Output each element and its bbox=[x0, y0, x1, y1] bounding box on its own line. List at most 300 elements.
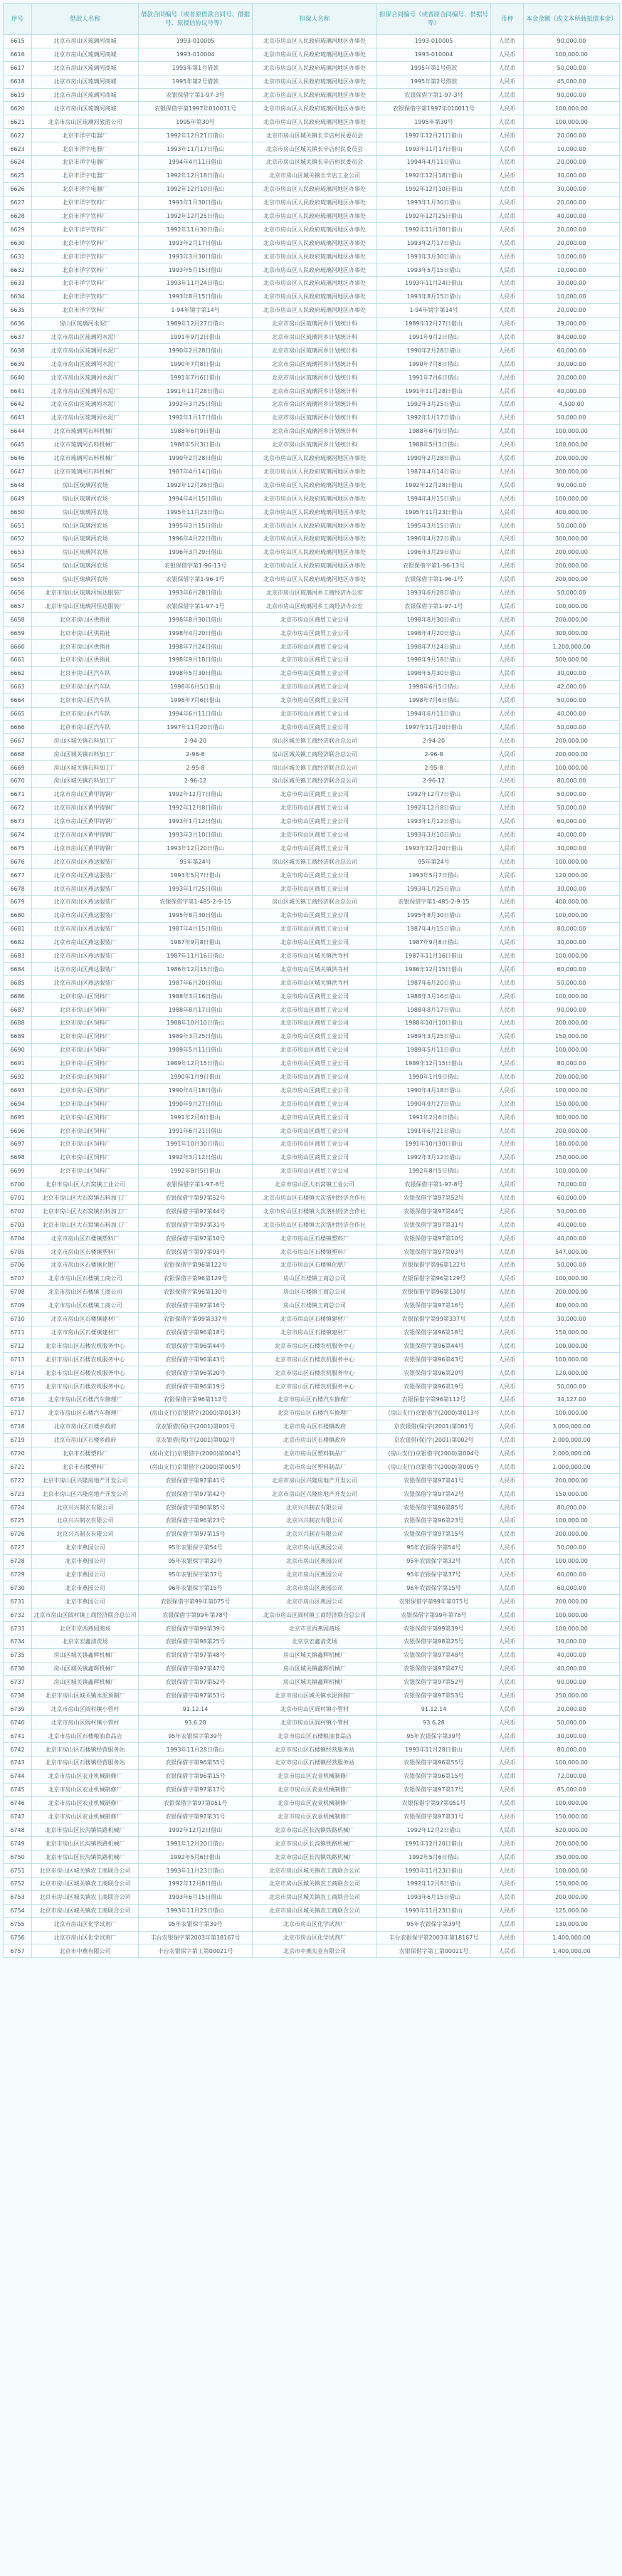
cell-index: 6721 bbox=[4, 1460, 32, 1474]
cell-borrower: 北京市房山区饲料厂 bbox=[32, 1070, 139, 1084]
cell-currency: 人民币 bbox=[491, 223, 524, 236]
cell-loan-contract: 农银保借字第97第15号 bbox=[139, 1527, 253, 1541]
cell-currency: 人民币 bbox=[491, 182, 524, 196]
cell-loan-contract: 1991年11月28日借山 bbox=[139, 384, 253, 398]
cell-loan-contract: 1995年11月23日借山 bbox=[139, 506, 253, 519]
table-row bbox=[4, 869, 620, 882]
cell-guarantor: 北京市房山区商贸工业公司 bbox=[253, 990, 377, 1003]
cell-loan-contract: 1998年7月6日借山 bbox=[139, 693, 253, 707]
cell-currency: 人民币 bbox=[491, 1070, 524, 1084]
cell-loan-contract: 1993-010004 bbox=[139, 48, 253, 61]
cell-loan-contract: 1998年6月5日借山 bbox=[139, 680, 253, 693]
cell-currency: 人民币 bbox=[491, 156, 524, 169]
cell-loan-contract: 1993年11月23日借山 bbox=[139, 1904, 253, 1917]
cell-guarantor: 北京市房山区人民政府琉璃河地区办事处 bbox=[253, 478, 377, 492]
cell-principal: 2,000,000.00 bbox=[524, 1447, 620, 1460]
cell-borrower: 北京市洋字电器厂 bbox=[32, 142, 139, 156]
cell-guarantor: 北京市房山区琉璃河乡计划统计科 bbox=[253, 357, 377, 371]
cell-borrower: 北京兴兴制衣有限公司 bbox=[32, 1501, 139, 1514]
cell-principal: 20,000.00 bbox=[524, 156, 620, 169]
cell-index: 6657 bbox=[4, 600, 32, 613]
table-row bbox=[4, 1622, 620, 1635]
cell-guarantee-contract: 1990年9月27日借山 bbox=[377, 1097, 491, 1111]
cell-loan-contract: 1992年12月7日借山 bbox=[139, 787, 253, 801]
cell-index: 6696 bbox=[4, 1124, 32, 1138]
table-row bbox=[4, 1944, 620, 1958]
cell-currency: 人民币 bbox=[491, 1191, 524, 1205]
cell-loan-contract: 农银保借字第97第31号 bbox=[139, 1810, 253, 1823]
cell-borrower: 房山区城关镇鑫辉机械厂 bbox=[32, 1675, 139, 1689]
cell-guarantor: 北京市房山区商贸工业公司 bbox=[253, 1111, 377, 1124]
cell-currency: 人民币 bbox=[491, 1084, 524, 1097]
table-row bbox=[4, 277, 620, 290]
cell-principal: 70,000.00 bbox=[524, 1178, 620, 1191]
cell-guarantor: 北京市房山区琉璃河乡计划统计科 bbox=[253, 438, 377, 451]
cell-loan-contract: 1988年8月17日借山 bbox=[139, 1003, 253, 1017]
cell-guarantee-contract: 1992年12月8日借山 bbox=[377, 1878, 491, 1891]
cell-currency: 人民币 bbox=[491, 1837, 524, 1850]
table-row bbox=[4, 787, 620, 801]
cell-index: 6617 bbox=[4, 61, 32, 75]
cell-borrower: 房山区琉璃河农场 bbox=[32, 506, 139, 519]
cell-principal: 150,000.00 bbox=[524, 1487, 620, 1501]
cell-borrower: 北京市房山区汽车队 bbox=[32, 693, 139, 707]
table-row bbox=[4, 842, 620, 855]
cell-index: 6635 bbox=[4, 303, 32, 317]
cell-loan-contract: 农银保借字第96第43号 bbox=[139, 1353, 253, 1366]
cell-principal: 20,000.00 bbox=[524, 223, 620, 236]
cell-borrower: 北京市房山区城关镇农工商联合公司 bbox=[32, 1864, 139, 1878]
cell-principal: 350,000.00 bbox=[524, 1850, 620, 1864]
cell-index: 6737 bbox=[4, 1675, 32, 1689]
cell-guarantor: 北京市房山区人民政府琉璃河地区办事处 bbox=[253, 209, 377, 223]
cell-loan-contract: 农银保借字第96第19号 bbox=[139, 1380, 253, 1393]
cell-index: 6709 bbox=[4, 1299, 32, 1312]
cell-loan-contract: 农银保借字第98第25号 bbox=[139, 1635, 253, 1648]
cell-currency: 人民币 bbox=[491, 303, 524, 317]
cell-borrower: 房山区琉璃河农场 bbox=[32, 545, 139, 559]
cell-guarantee-contract: 1990年2月28日借山 bbox=[377, 451, 491, 465]
cell-loan-contract: 1988年5月3日借山 bbox=[139, 438, 253, 451]
table-row bbox=[4, 1339, 620, 1353]
cell-index: 6648 bbox=[4, 478, 32, 492]
cell-index: 6659 bbox=[4, 627, 32, 640]
cell-currency: 人民币 bbox=[491, 1595, 524, 1608]
cell-currency: 人民币 bbox=[491, 290, 524, 303]
cell-principal: 100,000.00 bbox=[524, 1272, 620, 1285]
cell-guarantor: 北京市房山区商贸工业公司 bbox=[253, 680, 377, 693]
cell-index: 6641 bbox=[4, 384, 32, 398]
table-row bbox=[4, 465, 620, 478]
cell-loan-contract: 1987年9月8日借山 bbox=[139, 936, 253, 949]
cell-guarantor: 北京市房山区商贸工业公司 bbox=[253, 627, 377, 640]
cell-guarantee-contract: 1988年8月17日借山 bbox=[377, 1003, 491, 1017]
cell-principal: 400,000.00 bbox=[524, 506, 620, 519]
cell-loan-contract: 农银保借字第97第47号 bbox=[139, 1662, 253, 1675]
cell-currency: 人民币 bbox=[491, 882, 524, 896]
cell-principal: 200,000.00 bbox=[524, 1527, 620, 1541]
table-row bbox=[4, 1299, 620, 1312]
table-header bbox=[4, 4, 620, 35]
cell-guarantee-contract: 1988年10月10日借山 bbox=[377, 1017, 491, 1030]
table-row bbox=[4, 1541, 620, 1554]
cell-principal: 30,000.00 bbox=[524, 936, 620, 949]
cell-principal: 100,000.00 bbox=[524, 1622, 620, 1635]
cell-index: 6729 bbox=[4, 1568, 32, 1581]
cell-principal: 80,000.00 bbox=[524, 1743, 620, 1756]
table-row bbox=[4, 492, 620, 506]
cell-guarantor: 北京市房山区商贸工业公司 bbox=[253, 1030, 377, 1043]
cell-index: 6676 bbox=[4, 855, 32, 869]
cell-loan-contract: 1991年10月30日借山 bbox=[139, 1138, 253, 1151]
cell-guarantor: 北京市房山区化学试剂厂 bbox=[253, 1917, 377, 1931]
cell-borrower: 北京市房山区石楼汽车修理厂 bbox=[32, 1406, 139, 1420]
table-row bbox=[4, 1245, 620, 1259]
cell-index: 6690 bbox=[4, 1043, 32, 1057]
cell-guarantee-contract: 农银保借字第97第051号 bbox=[377, 1796, 491, 1810]
cell-guarantor: 北京市房山区石楼镇塑料厂 bbox=[253, 1232, 377, 1245]
cell-borrower: 北京市房山区黄甲铸钢厂 bbox=[32, 828, 139, 842]
cell-currency: 人民币 bbox=[491, 1878, 524, 1891]
cell-principal: 100,000.00 bbox=[524, 1554, 620, 1568]
cell-borrower: 北京市琉璃河石料机械厂 bbox=[32, 438, 139, 451]
cell-index: 6752 bbox=[4, 1878, 32, 1891]
cell-index: 6671 bbox=[4, 787, 32, 801]
cell-currency: 人民币 bbox=[491, 680, 524, 693]
table-row bbox=[4, 734, 620, 748]
cell-loan-contract: 1993年11月23日借山 bbox=[139, 1864, 253, 1878]
table-row bbox=[4, 909, 620, 922]
table-row bbox=[4, 1769, 620, 1783]
cell-loan-contract: 1993年3月10日借山 bbox=[139, 828, 253, 842]
cell-guarantee-contract: 1-94年镜字第14号 bbox=[377, 303, 491, 317]
cell-borrower: 北京市房山区饲料厂 bbox=[32, 1030, 139, 1043]
table-row bbox=[4, 1474, 620, 1487]
cell-borrower: 北京市房山区城关镇农工商联合公司 bbox=[32, 1904, 139, 1917]
cell-guarantee-contract: 农银保借字第1997年010011号 bbox=[377, 102, 491, 115]
cell-guarantor: 北京市房山区琉璃河乡计划统计科 bbox=[253, 344, 377, 357]
cell-borrower: 北京市琉璃河石料机械厂 bbox=[32, 465, 139, 478]
cell-borrower: 北京市房山区石楼镇塑料厂 bbox=[32, 1245, 139, 1259]
cell-guarantor: 北京市房山区石楼镇经营服务站 bbox=[253, 1743, 377, 1756]
cell-borrower: 北京市房山区石楼粮油食品店 bbox=[32, 1729, 139, 1743]
cell-index: 6661 bbox=[4, 653, 32, 666]
cell-guarantee-contract: 1994年4月15日借山 bbox=[377, 492, 491, 506]
cell-index: 6747 bbox=[4, 1810, 32, 1823]
cell-index: 6686 bbox=[4, 990, 32, 1003]
cell-index: 6685 bbox=[4, 976, 32, 990]
cell-currency: 人民币 bbox=[491, 1111, 524, 1124]
cell-borrower: 北京兴兴制衣有限公司 bbox=[32, 1514, 139, 1527]
cell-guarantor: 北京市房山区人民政府琉璃河地区办事处 bbox=[253, 532, 377, 545]
table-row bbox=[4, 1097, 620, 1111]
cell-principal: 40,000.00 bbox=[524, 1218, 620, 1232]
cell-guarantor: 北京市房山区石楼镇塑料厂 bbox=[253, 1245, 377, 1259]
cell-loan-contract: 1992年12月25日借山 bbox=[139, 209, 253, 223]
cell-index: 6619 bbox=[4, 88, 32, 102]
table-row bbox=[4, 1662, 620, 1675]
cell-currency: 人民币 bbox=[491, 277, 524, 290]
cell-loan-contract: 1987年4月14日借山 bbox=[139, 465, 253, 478]
cell-borrower: 北京市房山区黄甲铸钢厂 bbox=[32, 842, 139, 855]
cell-borrower: 北京市房山区饲料厂 bbox=[32, 1043, 139, 1057]
cell-principal: 200,000.00 bbox=[524, 613, 620, 627]
cell-guarantee-contract: 农银保借字第96第85号 bbox=[377, 1501, 491, 1514]
cell-guarantee-contract: 农银保借字第96第15号 bbox=[377, 1769, 491, 1783]
cell-loan-contract: 1988年6月9日借山 bbox=[139, 424, 253, 438]
cell-principal: 250,000.00 bbox=[524, 1689, 620, 1702]
cell-borrower: 房山区琉璃河农场 bbox=[32, 519, 139, 533]
cell-guarantee-contract: 1989年12月27日借山 bbox=[377, 317, 491, 330]
cell-guarantor: 房山区城关镇工商经济联合总公司 bbox=[253, 896, 377, 909]
table-row bbox=[4, 1353, 620, 1366]
cell-currency: 人民币 bbox=[491, 1312, 524, 1326]
cell-index: 6639 bbox=[4, 357, 32, 371]
cell-index: 6642 bbox=[4, 398, 32, 412]
cell-currency: 人民币 bbox=[491, 424, 524, 438]
cell-index: 6744 bbox=[4, 1769, 32, 1783]
cell-currency: 人民币 bbox=[491, 1756, 524, 1770]
cell-index: 6707 bbox=[4, 1272, 32, 1285]
cell-guarantee-contract: 1992年12月25日借山 bbox=[377, 209, 491, 223]
cell-borrower: 北京市房山区琉璃河商城 bbox=[32, 35, 139, 48]
cell-principal: 30,000.00 bbox=[524, 842, 620, 855]
cell-currency: 人民币 bbox=[491, 263, 524, 277]
table-row bbox=[4, 1433, 620, 1447]
cell-loan-contract: (房山支行)京银借字(2000)第004号 bbox=[139, 1447, 253, 1460]
cell-guarantor: 北京市房山区城关镇农工商联合公司 bbox=[253, 1904, 377, 1917]
cell-borrower: 北京市洋字饮料厂 bbox=[32, 277, 139, 290]
cell-currency: 人民币 bbox=[491, 1460, 524, 1474]
cell-principal: 34,127.00 bbox=[524, 1393, 620, 1406]
cell-index: 6640 bbox=[4, 371, 32, 384]
cell-guarantee-contract: 1989年3月25日借山 bbox=[377, 1030, 491, 1043]
cell-borrower: 北京市房山区大石窝镇石料加工厂 bbox=[32, 1191, 139, 1205]
cell-index: 6719 bbox=[4, 1433, 32, 1447]
cell-borrower: 北京市京西燕园商场 bbox=[32, 1622, 139, 1635]
cell-loan-contract: 2-95-8 bbox=[139, 761, 253, 775]
cell-index: 6663 bbox=[4, 680, 32, 693]
table-row bbox=[4, 1070, 620, 1084]
cell-currency: 人民币 bbox=[491, 963, 524, 976]
cell-borrower: 北京市房山区长沟镇铁路机械厂 bbox=[32, 1837, 139, 1850]
cell-guarantor: 北京市房山区城关镇洪寺村 bbox=[253, 963, 377, 976]
cell-index: 6743 bbox=[4, 1756, 32, 1770]
cell-loan-contract: 95年农银保字第39号 bbox=[139, 1917, 253, 1931]
cell-principal: 100,000.00 bbox=[524, 492, 620, 506]
cell-loan-contract: 1993年12月20日借山 bbox=[139, 842, 253, 855]
cell-currency: 人民币 bbox=[491, 1850, 524, 1864]
cell-currency: 人民币 bbox=[491, 1514, 524, 1527]
cell-principal: 100,000.00 bbox=[524, 1514, 620, 1527]
cell-loan-contract: 农银保借字第1-97-1号 bbox=[139, 600, 253, 613]
cell-borrower: 北京市房山区农业机械制修厂 bbox=[32, 1769, 139, 1783]
cell-borrower: 北京市洋字电器厂 bbox=[32, 182, 139, 196]
cell-guarantor: 北京市房山区琉璃河乡计划统计科 bbox=[253, 330, 377, 344]
cell-guarantee-contract: 1998年8月30日借山 bbox=[377, 613, 491, 627]
cell-guarantor: 北京市房山区石楼粮油食品店 bbox=[253, 1729, 377, 1743]
cell-guarantee-contract: 1995年第30号 bbox=[377, 115, 491, 129]
table-row bbox=[4, 1568, 620, 1581]
cell-guarantee-contract: 1993年5月15日借山 bbox=[377, 263, 491, 277]
cell-index: 6718 bbox=[4, 1420, 32, 1433]
cell-borrower: 北京市房山区大石窝镇工业公司 bbox=[32, 1178, 139, 1191]
header-cell-guarantee-contract: 担保合同编号（或者原合同编号、借据号等） bbox=[377, 4, 491, 35]
cell-currency: 人民币 bbox=[491, 1003, 524, 1017]
table-row bbox=[4, 303, 620, 317]
cell-guarantee-contract: 93.6.28 bbox=[377, 1716, 491, 1729]
table-row bbox=[4, 1017, 620, 1030]
cell-loan-contract: 1988年3月16日借山 bbox=[139, 990, 253, 1003]
cell-borrower: 北京市琉璃河石料机械厂 bbox=[32, 424, 139, 438]
table-row bbox=[4, 1527, 620, 1541]
cell-guarantee-contract: 1987年4月14日借山 bbox=[377, 465, 491, 478]
table-row bbox=[4, 1272, 620, 1285]
cell-currency: 人民币 bbox=[491, 1353, 524, 1366]
table-row bbox=[4, 411, 620, 424]
cell-guarantee-contract: 农银保借字第99年第78号 bbox=[377, 1608, 491, 1622]
table-row bbox=[4, 613, 620, 627]
cell-currency: 人民币 bbox=[491, 1205, 524, 1218]
cell-borrower: 北京市房山区兴隆房地产开发公司 bbox=[32, 1474, 139, 1487]
table-row bbox=[4, 963, 620, 976]
cell-currency: 人民币 bbox=[491, 1218, 524, 1232]
cell-index: 6706 bbox=[4, 1259, 32, 1272]
cell-guarantee-contract: 农银保借字第96第43号 bbox=[377, 1353, 491, 1366]
cell-principal: 60,000.00 bbox=[524, 1568, 620, 1581]
cell-principal: 50,000.00 bbox=[524, 1380, 620, 1393]
cell-principal: 150,000.00 bbox=[524, 1810, 620, 1823]
cell-principal: 200,000.00 bbox=[524, 734, 620, 748]
cell-principal: 30,000.00 bbox=[524, 1729, 620, 1743]
cell-index: 6654 bbox=[4, 559, 32, 572]
cell-index: 6694 bbox=[4, 1097, 32, 1111]
cell-index: 6731 bbox=[4, 1595, 32, 1608]
table-row bbox=[4, 990, 620, 1003]
cell-principal: 100,000.00 bbox=[524, 761, 620, 775]
cell-guarantor: 北京市房山区人民政府琉璃河地区办事处 bbox=[253, 196, 377, 209]
cell-loan-contract: 农银保借字第96第20号 bbox=[139, 1366, 253, 1380]
cell-principal: 40,000.00 bbox=[524, 707, 620, 721]
cell-guarantor: 房山区城关镇鑫辉机械厂 bbox=[253, 1648, 377, 1662]
table-row bbox=[4, 1702, 620, 1716]
cell-principal: 30,000.00 bbox=[524, 1635, 620, 1648]
cell-guarantee-contract: 农银保借字第97第31号 bbox=[377, 1810, 491, 1823]
cell-principal: 100,000.00 bbox=[524, 1164, 620, 1178]
cell-guarantor: 北京市房山区商贸工业公司 bbox=[253, 801, 377, 815]
cell-borrower: 房山区琉璃河农场 bbox=[32, 492, 139, 506]
cell-guarantor: 北京市房山区商贸工业公司 bbox=[253, 869, 377, 882]
cell-index: 6740 bbox=[4, 1716, 32, 1729]
cell-index: 6615 bbox=[4, 35, 32, 48]
cell-principal: 100,000.00 bbox=[524, 102, 620, 115]
table-row bbox=[4, 855, 620, 869]
cell-principal: 100,000.00 bbox=[524, 600, 620, 613]
cell-borrower: 北京市房山区饲料厂 bbox=[32, 1003, 139, 1017]
cell-index: 6646 bbox=[4, 451, 32, 465]
cell-principal: 30,000.00 bbox=[524, 357, 620, 371]
cell-guarantor: 北京市房山区人民政府琉璃河地区办事处 bbox=[253, 115, 377, 129]
cell-loan-contract: 1992年12月28日借山 bbox=[139, 478, 253, 492]
cell-currency: 人民币 bbox=[491, 250, 524, 263]
cell-currency: 人民币 bbox=[491, 478, 524, 492]
cell-guarantor: 北京市房山区城关镇长辛店工业公司 bbox=[253, 169, 377, 182]
cell-currency: 人民币 bbox=[491, 869, 524, 882]
cell-currency: 人民币 bbox=[491, 532, 524, 545]
cell-borrower: 北京市房山区石楼镇工商公司 bbox=[32, 1285, 139, 1299]
cell-loan-contract: 1987年6月20日借山 bbox=[139, 976, 253, 990]
cell-principal: 50,000.00 bbox=[524, 586, 620, 600]
cell-currency: 人民币 bbox=[491, 1245, 524, 1259]
cell-loan-contract: 1990年2月28日借山 bbox=[139, 344, 253, 357]
cell-currency: 人民币 bbox=[491, 1541, 524, 1554]
cell-guarantee-contract: 1996年3月29日借山 bbox=[377, 545, 491, 559]
table-row bbox=[4, 1716, 620, 1729]
cell-currency: 人民币 bbox=[491, 1043, 524, 1057]
cell-guarantor: 北京市房山区人民政府琉璃河地区办事处 bbox=[253, 519, 377, 533]
cell-borrower: 北京市房山区饲料厂 bbox=[32, 1138, 139, 1151]
cell-guarantee-contract: 1998年6月5日借山 bbox=[377, 680, 491, 693]
loan-ledger-table bbox=[3, 3, 620, 1958]
cell-index: 6705 bbox=[4, 1245, 32, 1259]
cell-guarantor: 房山区城关镇鑫辉机械厂 bbox=[253, 1675, 377, 1689]
cell-loan-contract: 农银保借字第97第52号 bbox=[139, 1191, 253, 1205]
cell-principal: 150,000.00 bbox=[524, 1878, 620, 1891]
cell-guarantee-contract: 1993-010005 bbox=[377, 35, 491, 48]
cell-guarantor: 北京市房山区商贸工业公司 bbox=[253, 1138, 377, 1151]
table-row bbox=[4, 1796, 620, 1810]
table-row bbox=[4, 1393, 620, 1406]
cell-currency: 人民币 bbox=[491, 761, 524, 775]
table-row bbox=[4, 1743, 620, 1756]
table-row bbox=[4, 1151, 620, 1164]
cell-currency: 人民币 bbox=[491, 371, 524, 384]
cell-principal: 100,000.00 bbox=[524, 1864, 620, 1878]
cell-index: 6689 bbox=[4, 1030, 32, 1043]
cell-principal: 120,000.00 bbox=[524, 869, 620, 882]
cell-index: 6684 bbox=[4, 963, 32, 976]
cell-currency: 人民币 bbox=[491, 35, 524, 48]
cell-borrower: 北京市燕园公司 bbox=[32, 1568, 139, 1581]
cell-index: 6630 bbox=[4, 236, 32, 250]
cell-loan-contract: 1991年2月6日借山 bbox=[139, 1111, 253, 1124]
cell-guarantee-contract: 1992年3月12日借山 bbox=[377, 1151, 491, 1164]
cell-guarantor: 北京市房山区农业机械制修厂 bbox=[253, 1796, 377, 1810]
cell-loan-contract: 农银保借字第97第051号 bbox=[139, 1796, 253, 1810]
cell-guarantor: 北京市房山区长沟镇铁路机械厂 bbox=[253, 1850, 377, 1864]
cell-guarantee-contract: 1992年12月21日借山 bbox=[377, 129, 491, 142]
cell-guarantee-contract: 95年农银保字第39号 bbox=[377, 1729, 491, 1743]
cell-principal: 500,000.00 bbox=[524, 653, 620, 666]
cell-index: 6644 bbox=[4, 424, 32, 438]
cell-guarantor: 北京市房山区人民政府琉璃河地区办事处 bbox=[253, 182, 377, 196]
cell-index: 6732 bbox=[4, 1608, 32, 1622]
cell-guarantee-contract: (房山支行)京银借字(2000)第004号 bbox=[377, 1447, 491, 1460]
cell-loan-contract: 农银保借字第1-96-13号 bbox=[139, 559, 253, 572]
cell-guarantee-contract: 丰台农银保字第2003年第18167号 bbox=[377, 1931, 491, 1944]
cell-index: 6662 bbox=[4, 666, 32, 680]
cell-guarantor: 北京市房山区石楼镇建材厂 bbox=[253, 1312, 377, 1326]
cell-borrower: 北京市房山区燕达服装厂 bbox=[32, 909, 139, 922]
table-row bbox=[4, 748, 620, 761]
table-row bbox=[4, 586, 620, 600]
cell-loan-contract: (房山支行)京银借字(2000)第013号 bbox=[139, 1406, 253, 1420]
cell-guarantor: 北京市房山区石楼农机服务中心 bbox=[253, 1339, 377, 1353]
table-row bbox=[4, 1904, 620, 1917]
cell-guarantor: 北京市房山区城关镇长辛店村民委员会 bbox=[253, 129, 377, 142]
cell-borrower: 北京市房山区饲料厂 bbox=[32, 1164, 139, 1178]
cell-guarantee-contract: 农银保借字第97第42号 bbox=[377, 1487, 491, 1501]
